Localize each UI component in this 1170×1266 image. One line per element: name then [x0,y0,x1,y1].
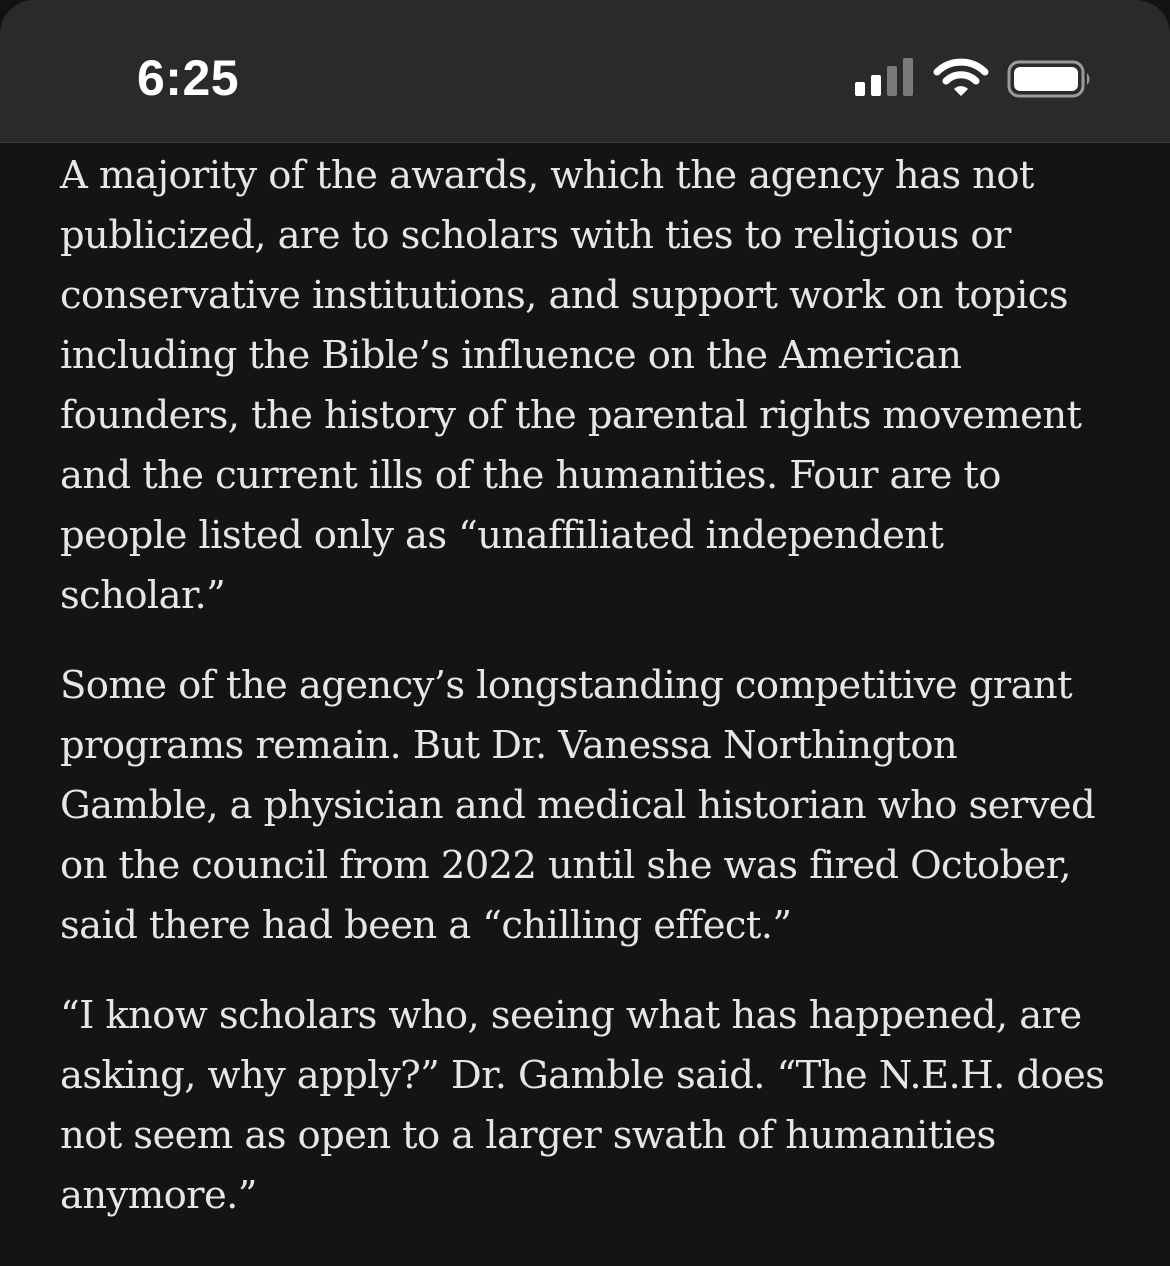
signal-bar [887,66,897,96]
signal-bar [903,58,913,96]
signal-bar [871,75,881,96]
article-body [60,146,1120,1256]
battery-icon [1007,60,1093,98]
article-paragraph: “I know scholars who, seeing what has happened, are asking, why apply?” Dr. Gamble said. “The N.E.H. does not seem as open to a larger swath of humanities anymore.” [60,993,1105,1218]
signal-bar [855,82,865,96]
wifi-icon [933,58,989,98]
article-paragraph: A majority of the awards, which the agency has not publicized, are to scholars with ties to religious or conservative institutions, and support work on topics including the Bible’s influence on the American founders, the history of the parental rights movement and the current ills of the humanities. Four are to people listed only as “unaffiliated independent scholar.” [60,153,1082,618]
status-time: 6:25 [137,50,240,106]
status-bar [0,0,1170,143]
cellular-signal-icon [855,56,915,100]
article-paragraph: Some of the agency’s longstanding competitive grant programs remain. But Dr. Vanessa Northington Gamble, a physician and medical historian who served on the council from 2022 until she was fired October, said there had been a “chilling effect.” [60,663,1096,948]
